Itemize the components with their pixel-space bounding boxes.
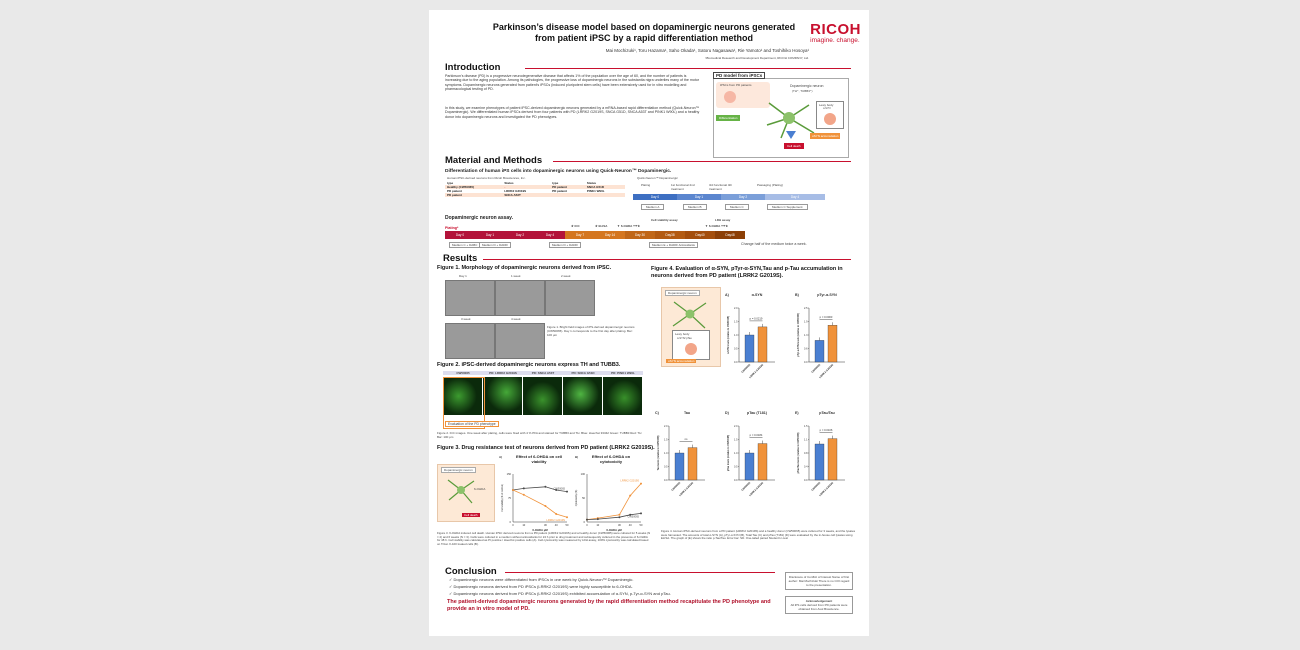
chart-title: pTyr-α-SYN [817, 293, 837, 297]
series-label: LRRK2 G2019S [546, 519, 565, 523]
conclusion-rule [505, 572, 775, 573]
qn-medium: Medium B [683, 204, 707, 210]
dopaminergic-neuron-label: Dopaminergic neuron [790, 84, 824, 88]
data-point [566, 516, 568, 518]
table-header: Status [504, 181, 514, 185]
qn-step: 1st functional 2nd treatment [671, 183, 695, 191]
y-tick-label: 0.0 [804, 479, 808, 482]
x-tick-label: CW50065 [740, 363, 752, 374]
fig2-image [523, 377, 562, 415]
fig3-neuron-icon [446, 475, 476, 505]
qn-day: Day 2 [721, 194, 765, 200]
qn-day: Day 1 [677, 194, 721, 200]
y-tick-label: 150 [506, 473, 511, 476]
assay-medium: Medium C + DABC [449, 242, 480, 248]
fig1-label: 3 week [461, 317, 471, 321]
fig1-title: Figure 1. Morphology of dopaminergic neurons derived from iPSC. [437, 265, 612, 271]
table-cell: PD patient [552, 189, 567, 193]
pd-model-frame [713, 78, 849, 158]
fig1-caption: Figure 1. Bright field images of iPS-derived dopaminergic neurons (CW50065). Day 1 corresponds to the first day after plating. Bar: 100 µm [547, 325, 635, 337]
x-tick-label: 0 [586, 524, 588, 527]
ricoh-logo [810, 22, 861, 45]
methods-sub2: Dopaminergic neuron assay. [445, 215, 513, 221]
conclusion-heading: Conclusion [445, 566, 497, 577]
fig4-lewy-box [672, 330, 710, 360]
fig1-image-week2 [545, 280, 595, 316]
p-value-label: ns [684, 438, 688, 442]
data-point [544, 486, 546, 488]
qn-day: Day 4 [765, 194, 825, 200]
methods-sub1: Differentiation of human iPS cells into dopaminergic neurons using Quick-Neuron™ Dopaminergic. [445, 169, 672, 174]
y-tick-label: 1.5 [734, 320, 738, 324]
y-tick-label: 0.6 [804, 347, 808, 351]
x-axis-label: 6-OHDA µM [532, 528, 548, 532]
y-tick-label: 1.5 [734, 438, 738, 442]
x-tick-label: LRRK2 G2019S [818, 481, 835, 498]
x-axis-label: 6-OHDA µM [606, 528, 622, 532]
y-tick-label: 0.8 [804, 452, 808, 455]
assay-day: Day 2 [505, 231, 535, 239]
y-tick-label: 0.5 [734, 465, 738, 469]
fig3b-panel: B) [575, 455, 579, 459]
bar [758, 327, 767, 362]
data-point [523, 487, 525, 489]
fig1-label: 1 week [511, 274, 521, 278]
assay-day: Day 14 [595, 231, 625, 239]
bar [688, 448, 697, 480]
table-cell: - [504, 185, 506, 189]
fig4e-chart [795, 408, 851, 520]
lewy-body-box [816, 101, 844, 129]
x-tick-label: CW50065 [810, 481, 822, 492]
fig3-box [437, 464, 495, 522]
fig1-image-day1 [445, 280, 495, 316]
y-tick-label: 0.0 [734, 361, 738, 364]
series-label: LRRK2 G2019S [620, 479, 639, 483]
fig4b-chart [795, 290, 851, 402]
fig3a-panel: A) [499, 455, 503, 459]
y-tick-label: 0.5 [664, 465, 668, 469]
p-value-label: p = 0.0106 [819, 429, 833, 433]
ack-box [785, 596, 853, 614]
assay-medium: Medium D + DADIF [549, 242, 581, 248]
qn-medium: Medium A [641, 204, 664, 210]
series-line [513, 490, 567, 517]
x-tick-label: 0 [512, 524, 514, 527]
data-point [523, 494, 525, 496]
table-header: type [552, 181, 559, 185]
x-tick-label: CW50065 [670, 481, 682, 492]
table-cell: PINK1 W90L [586, 189, 605, 193]
fig2-image [603, 377, 642, 415]
y-tick-label: 1.0 [664, 452, 668, 455]
results-heading: Results [443, 253, 478, 264]
table-cell [550, 193, 585, 197]
panel-label: C) [655, 411, 659, 415]
y-tick-label: 2.0 [734, 425, 738, 428]
x-tick-label: 40 [628, 524, 632, 527]
ack-text: All iPS cells derived from PD patients were obtained from Axol Bioscience. [790, 603, 848, 611]
y-tick-label: 1.0 [734, 334, 738, 337]
title-line-2: from patient iPSC by a rapid differentiation method [534, 33, 754, 43]
ipsc-cell-icon [724, 91, 736, 103]
y-tick-label: 1.5 [804, 425, 808, 428]
fig4-box [661, 287, 721, 367]
table-header: Status [586, 181, 597, 185]
table-cell: SNCA G51D [586, 185, 604, 189]
fig4-syn-label: α-SYN/ pTau [677, 337, 692, 340]
intro-rule [525, 68, 851, 69]
y-tick-label: 0.4 [804, 465, 808, 469]
fig4-lewy-icon [685, 343, 697, 355]
table-header: type [447, 181, 454, 185]
y-axis-label: Cell viability (% of control) [501, 484, 504, 512]
panel-label: B) [795, 293, 799, 297]
fig3-title: Figure 3. Drug resistance test of neurons derived from PD patient (LRRK2 G2019S). [437, 445, 655, 451]
panel-label: E) [795, 411, 799, 415]
x-tick-label: LRRK2 G2019S [748, 363, 765, 380]
assay-label-icc: ★ ICC [571, 224, 580, 228]
x-tick-label: LRRK2 G2019S [818, 363, 835, 380]
assay-day: Day 1 [475, 231, 505, 239]
y-tick-label: 1.9 [804, 320, 808, 324]
intro-heading: Introduction [445, 62, 501, 73]
methods-heading: Material and Methods [445, 155, 543, 166]
data-point [618, 514, 620, 516]
table-cell: Healthy (CW50065) [447, 185, 475, 189]
fig4c-chart [655, 408, 711, 520]
fig2-panels [443, 371, 643, 429]
series-label: CW50065 [553, 487, 565, 491]
intro-paragraph-1: Parkinson’s disease (PD) is a progressive neurodegenerative disease that affects 1% of the population over the age of 60, and the number of patients is increasing due to the aging population. Among its pathologies, the progressive loss of dopaminergic neurons in the substantia nigra underlies many of the motor symptoms. Dopaminergic neurons generated from patient's iPSCs (induced pluripotent stem cells) have been extensively used for in vitro modelling and pharmacological testing of PD. [445, 74, 700, 92]
y-tick-label: 0 [583, 521, 585, 524]
results-rule [483, 259, 851, 260]
assay-day: Day40 [685, 231, 715, 239]
fig3-drug-label: 6-OHDA [474, 487, 486, 491]
series-label: CW50065 [627, 515, 639, 519]
y-axis-label: α-SYN levels (relative to CW50065) [728, 316, 730, 354]
x-tick-label: 50 [565, 524, 569, 527]
bar [675, 453, 684, 480]
y-tick-label: 0.5 [734, 347, 738, 351]
assay-day: Day 30 [625, 231, 655, 239]
conclusion-bullet: ✓ Dopaminergic neurons were differentiated from iPSCs in one week by Quick-Neuron™ Dopaminergic. [449, 577, 634, 582]
y-tick-label: 0 [509, 521, 511, 524]
assay-label: ELISA [598, 224, 608, 228]
poster [429, 10, 869, 636]
fig2-caption: Figure 2. ICC images. One week after plating, cells were fixed with 4 % PFA and stained for TUBB3 and TH. Blue: Hoechst 33342 Green: TUBB3 Red: TH Bar: 100 µm [437, 431, 642, 439]
fig1-label: Day 1 [459, 274, 467, 278]
coi-box: Disclosure of Conflict of Interest Name of first author: Mai Mochizuki There is no COI regard to the presentation. [785, 572, 853, 590]
x-tick-label: 50 [639, 524, 643, 527]
fig4-accum-label: αSYN accumulation [668, 359, 695, 363]
affiliation: ¹Biomedical Research and Development Department, RICOH COMPANY, Ltd. [705, 56, 809, 60]
x-tick-label: 40 [554, 524, 558, 527]
fig2-panel-label: PD: SNCA A53T [523, 371, 563, 375]
fig1-image-week4 [495, 323, 545, 359]
logo-tagline: imagine. change. [810, 37, 860, 44]
y-tick-label: 2.0 [734, 307, 738, 310]
table-row [445, 193, 625, 197]
cell-line-table [445, 181, 625, 197]
lewy-body-icon [824, 113, 836, 125]
bar [745, 453, 754, 480]
fig4d-chart [725, 408, 781, 520]
data-point [629, 495, 631, 497]
fig1-label: 2 week [561, 274, 571, 278]
y-axis-label: Tau levels (relative to CW50065) [658, 435, 660, 471]
panel-label: D) [725, 411, 729, 415]
y-tick-label: 1.5 [664, 438, 668, 442]
x-tick-label: 30 [617, 524, 621, 527]
data-point [566, 491, 568, 493]
fig3-death-label: Cell death [464, 513, 478, 517]
y-axis-label: pTau levels (relative to CW50065) [728, 434, 730, 472]
table-cell [585, 193, 625, 197]
data-point [555, 513, 557, 515]
fig4-box-title: Dopaminergic neuron [665, 290, 700, 296]
table-cell: PD patient [552, 185, 567, 189]
fig2-image [563, 377, 602, 415]
fig4a-chart [725, 290, 781, 402]
x-tick-label: LRRK2 G2019S [748, 481, 765, 498]
table-cell: PD patient [447, 189, 462, 193]
fig1-label: 4 week [511, 317, 521, 321]
methods-rule [553, 161, 851, 162]
pd-model-box [713, 72, 849, 158]
intro-paragraph-2: In this study, we examine phenotypes of patient iPSC-derived dopaminergic neurons generated by a mRNA-based rapid differentiation method (Quick-Neuron™ Dopaminergic). We differentiated human iPSCs derived from four patients with PD (LRRK2 G2019S, SNCA G51D, SNCA A53T and PINK1 W90L) and a healthy donor into dopaminergic neurons and investigated the PD phenotypes. [445, 106, 700, 119]
assay-label: LDH assay [715, 218, 731, 222]
assay-timeline [445, 231, 745, 239]
fig2-panel-label: CW50065 [443, 371, 483, 375]
bar [828, 439, 837, 480]
chart-title: Tau [683, 411, 691, 415]
data-point [586, 519, 588, 521]
authors: Mai Mochizuki¹, Toru Hazama¹, Saho Okada¹, Satoru Nagasawa¹, Rie Yamoto¹ and Toshihiko Hosoya¹ [605, 48, 809, 53]
fig2-panel-label: PD: LRRK2 G2019S [483, 371, 523, 375]
y-axis-label: Cytotoxicity (%) [575, 489, 578, 507]
data-point [640, 483, 642, 485]
y-tick-label: 100 [580, 473, 585, 476]
assay-label-elisa: ★ ELISA [595, 224, 608, 228]
table-cell: LRRK2 G2019S [504, 189, 527, 193]
assay-label: ICC [574, 224, 580, 228]
assay-day: Day 4 [535, 231, 565, 239]
conclusion-bullet: ✓ Dopaminergic neurons derived from PD iPSCs (LRRK2 G2019S) exhibited accumulation of α-SYN, p-Tyr-α-SYN and pTau. [449, 591, 671, 596]
qn-step: 3rd functional 4th treatment [709, 183, 733, 191]
fig3-caption: Figure 3. 6-OHDA induced cell death. Human iPSC derived neurons from a PD patient (LRRK2 G2019S) and a healthy donor (CW50065) were cultured for 5 weeks (N = 2) and 6 weeks (N = 3). Cells were cultured in a medium without antioxidants for 24 h prior to drug treatment and subsequently cultured in the presence of 6-OHDA for 48 h. Cell viability was calculated as PI positive / Hoechst positive cells (A). Cell cytotoxicity was measured by LDH assay, 100% cytotoxicity was calculated based on Triton X-100 treated cells (B). [437, 531, 651, 546]
ipsc-label: iPSCs from PD patients [720, 83, 752, 87]
fig2-image [483, 377, 522, 415]
conclusion-statement: The patient-derived dopaminergic neurons generated by the rapid differentiation method recapitulate the PD phenotype and provide an in vitro model of PD. [447, 599, 771, 612]
chart-title: pTau (T181) [747, 411, 767, 415]
x-tick-label: LRRK2 G2019S [678, 481, 695, 498]
y-axis-label: pTau/Tau levels (relative to CW50065) [798, 432, 800, 474]
fig3b-chart [573, 468, 645, 538]
chart-title: pTau/Tau [819, 411, 835, 415]
y-tick-label: 2.0 [664, 425, 668, 428]
data-point [640, 512, 642, 514]
x-tick-label: CW50065 [740, 481, 752, 492]
fig2-eval-label: Evaluation of the PD phenotype [445, 421, 499, 427]
assay-day: Day 0 [445, 231, 475, 239]
assay-day: Day48 [715, 231, 745, 239]
assay-day: Day38 [655, 231, 685, 239]
chart-title: α-SYN [751, 293, 763, 297]
fig4-caption: Figure 4. Human iPSC-derived neurons from a PD patient (LRRK2 G2019S) and a healthy donor (CW50065) were cultured for 3 weeks, and the lysates were harvested. The amounts of total α-SYN (A), pTyr-α-SYN (B), Total Tau (C) and pTau (T181) (D) were evaluated by the in-house cell lysates using ELISA. The graph of (E) shows the ratio p-Tau/Tau. Error bar: SD. One-tailed paired Student's t-test [661, 529, 856, 541]
data-point [597, 518, 599, 520]
table-cell: PD patient [447, 193, 462, 197]
y-tick-label: 0.0 [664, 479, 668, 482]
methods-note1: Human iPSC-derived neurons from Ricoh Biosciences, Inc. [447, 176, 526, 180]
assay-label-6ohda: ▼ 6-OHDA ⟶★ [617, 224, 641, 228]
y-tick-label: 1.1 [804, 438, 808, 442]
title-line-1: Parkinson’s disease model based on dopaminergic neurons generated [492, 22, 796, 32]
y-tick-label: 1.3 [804, 334, 808, 337]
conclusion-bullet: ✓ Dopaminergic neurons derived from PD iPSCs (LRRK2 G2019S) were highly susceptible to 6-OHDA. [449, 584, 633, 589]
y-tick-label: 0.0 [734, 479, 738, 482]
qn-step: Plating [641, 183, 651, 187]
p-value-label: p = 0.0219 [749, 317, 763, 321]
y-tick-label: 2.5 [804, 307, 808, 310]
qn-day: Day 0 [633, 194, 677, 200]
bar [745, 335, 754, 362]
cell-death-label: Cell death [784, 143, 804, 149]
qn-label: Quick-Neuron™ Dopaminergic [637, 176, 678, 180]
data-point [544, 505, 546, 507]
plating-label: Plating* [445, 226, 459, 230]
fig4-title: Figure 4. Evaluation of α-SYN, pTyr-α-SYN,Tau and p-Tau accumulation in neurons derived from PD patient (LRRK2 G2019S). [651, 266, 843, 279]
table-cell: SNCA A53T [504, 193, 521, 197]
fig4-lewy-label: Lewy body [675, 332, 690, 336]
assay-note: Change half of the medium twice a week. [741, 242, 807, 246]
syn-accumulation-label: αSYN accumulation [812, 134, 839, 138]
syn-label: α-SYN [823, 107, 831, 110]
bar [815, 444, 824, 480]
arrow-down-icon [786, 131, 796, 139]
fig2-panel-label: PD: SNCA G51D [563, 371, 603, 375]
fig2-title: Figure 2. iPSC-derived dopaminergic neurons express TH and TUBB3. [437, 362, 621, 368]
differentiation-label: Differentiation [716, 115, 740, 121]
qn-medium: Medium C Supplement [767, 204, 808, 210]
bar [815, 340, 824, 362]
y-axis-label: pTyr-α-SYN levels (relative to CW50065) [798, 313, 800, 357]
x-tick-label: 10 [596, 524, 600, 527]
fig4-neuron-icon [670, 298, 710, 330]
assay-medium: Medium E + DADIF Antioxidants [649, 242, 698, 248]
p-value-label: p = 0.0184 [749, 434, 763, 438]
data-point [618, 516, 620, 518]
fig1-image-week3 [445, 323, 495, 359]
bar [758, 444, 767, 480]
fig3a-title: Effect of 6-OHDA on cell viability [515, 454, 563, 464]
y-tick-label: 50 [582, 497, 585, 500]
bar [828, 325, 837, 362]
fig2-panel-label: PD: PINK1 W90L [603, 371, 643, 375]
x-tick-label: 30 [543, 524, 547, 527]
pd-model-title: PD model from iPSCs [713, 72, 765, 79]
p-value-label: p = 0.0003 [819, 315, 833, 319]
assay-label: 6-OHDA [708, 224, 721, 228]
dopaminergic-neuron-sub: (TH⁺, TUBB3⁺) [792, 89, 813, 93]
qn-step: Passaging (Plating) [757, 183, 784, 187]
qn-medium: Medium C [725, 204, 749, 210]
lewy-body-label: Lewy body [819, 103, 834, 107]
assay-label-6ohda-2: ▼ 6-OHDA ⟶★ [705, 224, 729, 228]
fig1-image-week1 [495, 280, 545, 316]
y-tick-label: 75 [508, 497, 511, 500]
y-tick-label: 1.0 [734, 452, 738, 455]
assay-label: Cell viability assay [651, 218, 678, 222]
fig3b-title: Effect of 6-OHDA on cytotoxicity [591, 454, 631, 464]
panel-label: A) [725, 293, 729, 297]
poster-title [479, 22, 809, 44]
x-tick-label: 10 [522, 524, 526, 527]
x-tick-label: CW50065 [810, 363, 822, 374]
fig3-box-title: Dopaminergic neuron [441, 467, 476, 473]
assay-label: 6-OHDA [620, 224, 633, 228]
y-tick-label: 0.0 [804, 361, 808, 364]
assay-medium: Medium D + DADIF [479, 242, 511, 248]
assay-day: Day 7 [565, 231, 595, 239]
data-point [512, 489, 514, 491]
fig3a-chart [499, 468, 571, 538]
ack-title: Acknowledgement [805, 599, 833, 603]
logo-wordmark: RICOH [810, 21, 861, 38]
